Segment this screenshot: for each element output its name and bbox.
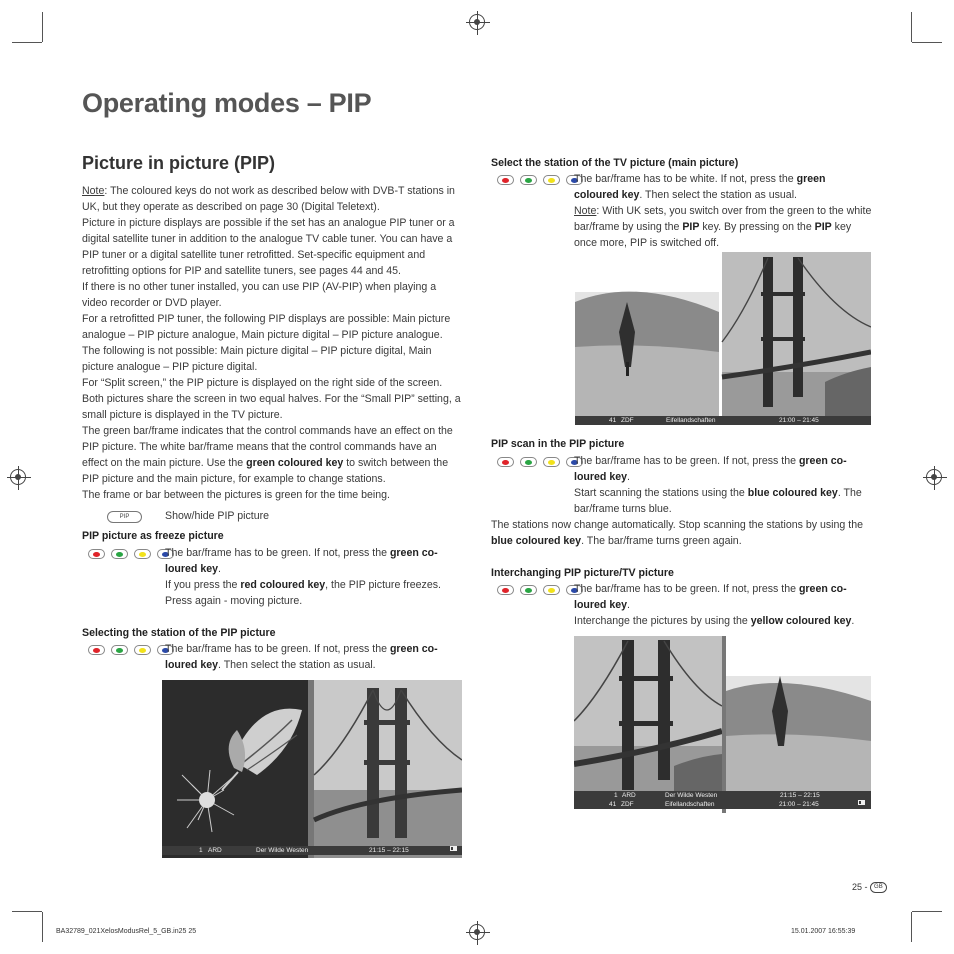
programme-time: 21:15 – 22:15	[369, 847, 409, 854]
color-keys	[88, 549, 174, 559]
yellow-key-icon	[543, 585, 560, 595]
interchanged-scene	[574, 636, 871, 813]
crop-mark	[12, 911, 42, 912]
crop-mark	[12, 42, 42, 43]
pip-indicator-icon	[450, 846, 457, 851]
channel-number: 1	[199, 847, 203, 854]
interchange-text: The bar/frame has to be green. If not, press the green co-loured key. Interchange the pictures by using the yellow coloured key.	[574, 583, 855, 627]
programme-title: Eifellandschaften	[665, 801, 715, 808]
select-pip-heading: Selecting the station of the PIP picture	[82, 627, 276, 639]
print-footer-file: BA32789_021XelosModusRel_5_GB.in25 25	[56, 928, 197, 935]
page-title: Operating modes – PIP	[82, 88, 372, 118]
pip-screen-image-2	[575, 252, 871, 429]
green-key-icon	[520, 457, 537, 467]
yellow-dot	[548, 460, 555, 465]
pip-screen-image-3	[574, 636, 871, 813]
channel-info-bar	[574, 791, 871, 800]
green-dot	[525, 588, 532, 593]
crop-mark	[912, 42, 942, 43]
pip-indicator-icon	[858, 800, 865, 805]
print-footer-date: 15.01.2007 16:55:39	[791, 928, 856, 935]
red-key-icon	[88, 549, 105, 559]
red-key-icon	[497, 175, 514, 185]
landscape-scene	[575, 252, 871, 429]
select-pip-text: The bar/frame has to be green. If not, press the green co-loured key. Then select the station as usual.	[165, 643, 438, 671]
green-dot	[116, 648, 123, 653]
select-tv-text: The bar/frame has to be white. If not, press the green coloured key. Then select the station as usual. Note: With UK sets, you switch over from the green to the white bar/frame by using the PIP key. By pressing on the PIP key once more, PIP is switched off.	[574, 173, 872, 249]
scan-heading: PIP scan in the PIP picture	[491, 438, 625, 450]
green-dot	[525, 460, 532, 465]
color-keys	[88, 645, 174, 655]
channel-name: ZDF	[621, 801, 634, 808]
select-tv-heading: Select the station of the TV picture (main picture)	[491, 157, 739, 169]
channel-number: 1	[614, 792, 618, 799]
scan-text-continued: The stations now change automatically. Stop scanning the stations by using the blue coloured key. The bar/frame turns green again.	[491, 519, 863, 547]
green-key-icon	[111, 549, 128, 559]
programme-time: 21:00 – 21:45	[779, 417, 819, 424]
programme-title: Der Wilde Westen	[256, 847, 309, 854]
butterfly-scene	[162, 680, 462, 858]
channel-name: ARD	[622, 792, 636, 799]
registration-mark-icon	[926, 469, 942, 485]
programme-time: 21:15 – 22:15	[780, 792, 820, 799]
yellow-key-icon	[134, 549, 151, 559]
yellow-dot	[139, 648, 146, 653]
red-dot	[502, 460, 509, 465]
green-dot	[116, 552, 123, 557]
programme-time: 21:00 – 21:45	[779, 801, 819, 808]
section-heading: Picture in picture (PIP)	[82, 153, 276, 173]
programme-title: Eifellandschaften	[666, 417, 716, 424]
programme-title: Der Wilde Westen	[665, 792, 718, 799]
red-key-icon	[497, 457, 514, 467]
red-dot	[93, 552, 100, 557]
red-dot	[502, 178, 509, 183]
yellow-key-icon	[134, 645, 151, 655]
color-keys	[497, 175, 583, 185]
channel-number: 41	[609, 801, 617, 808]
red-key-icon	[497, 585, 514, 595]
freeze-text: The bar/frame has to be green. If not, press the green co-loured key. If you press the red coloured key, the PIP picture freezes. Press again - moving picture.	[165, 547, 441, 607]
color-keys	[497, 457, 583, 467]
language-badge: GB	[870, 882, 887, 893]
registration-mark-icon	[10, 469, 26, 485]
crop-mark	[912, 911, 942, 912]
crop-mark	[911, 912, 912, 942]
yellow-key-icon	[543, 457, 560, 467]
green-key-icon	[111, 645, 128, 655]
pip-key-description: Show/hide PIP picture	[165, 510, 270, 522]
registration-mark-icon	[469, 14, 485, 30]
green-dot	[525, 178, 532, 183]
scan-text: The bar/frame has to be green. If not, press the green co-loured key. Start scanning the stations using the blue coloured key. The bar/frame turns blue.	[574, 455, 862, 515]
red-key-icon	[88, 645, 105, 655]
page-number: 25 - GB	[852, 882, 887, 893]
pip-screen-image-1	[162, 680, 462, 858]
channel-name: ARD	[208, 847, 222, 854]
green-key-icon	[520, 585, 537, 595]
color-keys	[497, 585, 583, 595]
freeze-heading: PIP picture as freeze picture	[82, 530, 224, 542]
channel-name: ZDF	[621, 417, 634, 424]
crop-mark	[42, 12, 43, 42]
channel-info-bar	[162, 846, 462, 855]
yellow-dot	[548, 588, 555, 593]
yellow-dot	[548, 178, 555, 183]
yellow-dot	[139, 552, 146, 557]
interchange-heading: Interchanging PIP picture/TV picture	[491, 567, 674, 579]
crop-mark	[911, 12, 912, 42]
channel-number: 41	[609, 417, 617, 424]
intro-text: Note: The coloured keys do not work as described below with DVB-T stations in UK, but they operate as described on page 30 (Digital Teletext). Picture in picture displays are possible if the set has an analogue PIP tuner or a digital satellite tuner in addition to the analogue TV cable tuner. You can have a PIP tuner or a digital satellite tuner retrofitted. Set-specific equipment and retrofitting options for PIP and satellite tuners, see pages 44 and 45. If there is no other tuner installed, you can use PIP (AV-PIP) when playing a video recorder or DVD player. For a retrofitted PIP tuner, the following PIP displays are possible: Main picture analogue – PIP picture analogue, Main picture digital – PIP picture analogue. The following is not possible: Main picture digital – PIP picture digital, Main picture analogue – PIP picture digital. For “Split screen,” the PIP picture is displayed on the right side of the screen. Both pictures share the screen in two equal halves. For the “Small PIP” setting, a small picture is displayed in the TV picture. The green bar/frame indicates that the control commands have an effect on the PIP picture. The white bar/frame means that the control commands have an effect on the main picture. Use the green coloured key to switch between the PIP picture and the main picture, for example to change stations. The frame or bar between the pictures is green for the time being.	[82, 185, 461, 501]
channel-info-bar	[575, 416, 871, 425]
channel-info-bar	[574, 800, 871, 809]
red-dot	[93, 648, 100, 653]
pip-key-icon: PIP	[107, 511, 142, 523]
green-key-icon	[520, 175, 537, 185]
registration-mark-icon	[469, 924, 485, 940]
red-dot	[502, 588, 509, 593]
crop-mark	[42, 912, 43, 942]
yellow-key-icon	[543, 175, 560, 185]
